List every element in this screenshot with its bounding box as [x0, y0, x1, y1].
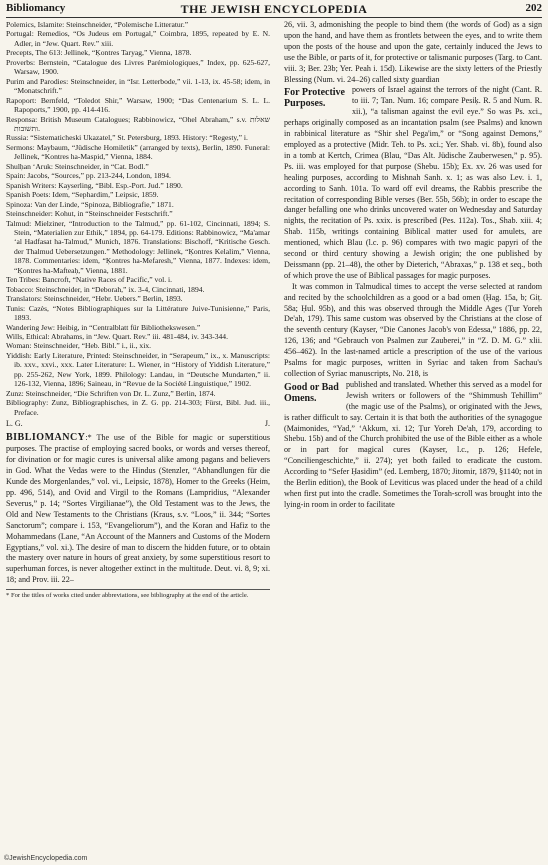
header-page-number: 202 — [525, 2, 542, 14]
bibliography-entry: Wandering Jew: Heibig, in “Centralblatt für Bibliothekswesen.” — [6, 322, 201, 332]
bibliography-entry: Yiddish: Early Literature, Printed: Steinschneider, in “Serapeum,” ix., x. Manuscripts: ib. xxv., xxvi., xxx. Later Literature: L. Wiener, in “History of Yiddish Literature,” pp. 255-262, New York, 1899. Philology: Landau, in “Deutsche Mundarten,” ii. 126-132, Vienna, 1896; Saineau, in “Revue de la Société Linguistique,” 1902. — [6, 350, 270, 389]
signature-left: L. G. — [6, 419, 23, 429]
bibliography-entry: Tobacco: Steinschneider, in “Deborah,” ix. 3-4, Cincinnati, 1894. — [6, 284, 205, 294]
bibliography-entry: Wills, Ethical: Abrahams, in “Jew. Quart. Rev.” iii. 481-484, iv. 343-344. — [6, 331, 228, 341]
footnote: * For the titles of works cited under abbreviations, see bibliography at the end of the article. — [6, 589, 270, 600]
paragraph-protective: powers of Israel against the terrors of the night (Cant. R. to iii. 7; Tan. Num. 16; compare Pesiḳ. R. 5 and Num. R. xii.), “a talisman against the evil eye.” So was Ps. xci., perhaps originally composed as an incantation psalm (see Psalms) and known in rabbinical literature as “Shir shel Pega'im,” or “Song against Demons,” employed as a protective (Midr. Teh. to Ps. xci.; Yer. Shab. vi. 8b), found also in a tomb at Kertch, Crimea (Blau, “Das Alt. Jüdische Zauberwesen,” p. 95). Ps. iii. was employed for that purpose (Shebu. 15b); Ex. xv. 26 was used for healing purposes, according to Mishnah Sanh. x. 1; as was also Lev. i. 1, according to Sanh. 101a. To ward off evil dreams, the Rabbis prescribe the recitation of corresponding Bible verses (Ber. 55b, 56b); in order to escape the danger befalling one who drinks uncovered water on Wednesday and Saturday nights, the recitation of Ps. xxix. is prescribed (Pes. 112a). Tos., Shab. xiii. 4; Shab. 115b, writings containing Biblical matter used for amulets, are mentioned, which Blau (l.c. p. 96) compares with two magic papyri of the second or third century showing a Jewish origin; the one published by Deissmann (pp. 21–48), the other by Dieterich, “Abraxas,” p. 138 et seq., both of which prove the use of Biblical passages for magic purposes. — [284, 85, 542, 280]
bibliography-entry: Zunz: Steinschneider, “Die Schriften von Dr. L. Zunz,” Berlin, 1874. — [6, 388, 216, 398]
left-column — [6, 20, 270, 848]
page-header — [6, 2, 542, 16]
bibliography-entry: Ten Tribes: Bancroft, “Native Races of Pacific,” vol. i. — [6, 275, 173, 285]
bibliography-entry: Spanish Poets: Idem, “Sephardim,” Leipsic, 1859. — [6, 190, 159, 200]
bibliography-entry: Responsa: British Museum Catalogues; Rabbinowicz, “Ohel Abraham,” s.v. שאלות ותשובות. — [6, 114, 270, 133]
bibliography-entry: Spain: Jacobs, “Sources,” pp. 213-244, London, 1894. — [6, 171, 171, 181]
bibliography-entry: Spinoza: Van der Linde, “Spinoza, Bibliografie,” 1871. — [6, 199, 174, 209]
footer-copyright[interactable]: ©JewishEncyclopedia.com — [4, 855, 88, 862]
bibliography-entry: Portugal: Remedios, “Os Judeus em Portugal,” Coimbra, 1895, repeated by E. N. Adler, in “Jew. Quart. Rev.” xiii. — [6, 29, 270, 48]
bibliography-entry: Sermons: Maybaum, “Jüdische Homiletik” (arranged by texts), Berlin, 1890. Funeral: Jellinek, “Kontres ha-Maspid,” Vienna, 1884. — [6, 142, 270, 162]
bibliography-entry: Steinschneider: Kohut, in “Steinschneider Festschrift.” — [6, 209, 173, 219]
article-mark: :* — [85, 433, 92, 443]
sidenote-protective: For Protective Purposes. — [284, 87, 345, 110]
header-headword: Bibliomancy — [6, 2, 66, 14]
article-keyword: BIBLIOMANCY — [6, 432, 86, 444]
bibliography-entry: Polemics, Islamite: Steinschneider, “Polemische Litteratur.” — [6, 20, 189, 29]
bibliography-entry: Spanish Writers: Kayserling, “Bibl. Esp.-Port. Jud.” 1890. — [6, 180, 183, 190]
bibliography-line: Bibliography: Zunz, Bibliographisches, in Z. G. pp. 214-303; Fürst, Bibl. Jud. iii., Preface. — [6, 398, 270, 417]
article-text: The use of the Bible for magic or superstitious purposes. The practise of employing sacred books, or words and verses thereof, for divination or for magic cures is universal alike among pagans and believers in God. What the Vedas were to the Hindus (Stenzler, “Abhandlungen für die Kunde des Morgenlandes,” vol. vi., Leipsic, 1878), Homer to the Greeks (Heim, pp. 496, 514), and Ovid and Virgil to the Romans (Lampridius, “Alexander Severus,” p. 14; “Sortes Virgilianae”), the Old Testament was to the Jews, the Old and New Testaments to the Christians (Kraus, s.v. “Loos,” ii. 344; “Sortes Sanctorum”; compare i. 153, “Evangeliorum”), and the Koran and Hafiz to the Mohammedans (Lane, “An Account of the Manners and Customs of the Modern Egyptians,” vol. xi.). The desire of man to discern the hidden future, or to obtain the mastery over nature in hours of great anxiety, by some superstitious resort to superhuman forces, is never altogether extinct in the multitude. Deut. vi. 8, 9; xi. 18; and Prov. iii. 22– — [6, 433, 270, 585]
sidenote-omens: Good or Bad Omens. — [284, 381, 339, 404]
bibliography-entry: Precepts, The 613: Jellinek, “Ḳontres Taryag,” Vienna, 1878. — [6, 48, 192, 58]
paragraph-omens: It was common in Talmudical times to accept the verse selected at random and recited by the schoolchildren as a good or a bad omen (Ḥag. 15a, b; Giṭ. 58a; Ḥul. 95b), and this was observed through the Middle Ages (Ṭur Yoreh De'ah, 179). This same custom was observed by the Christians at the close of the seventh century (Kayser, “Die Canones Jacob's von Edessa,” 1886, pp. 22, 126, 136; and “Gebrauch von Psalmen zur Zauberei,” in “Z. D. M. G.” xlii. 456–462). In the last-named article a prescription of the use of the various Psalms for magic purposes, written in Syriac and taken from Sachau's collection of Syriac manuscripts, No. 218, is — [284, 281, 542, 378]
bibliography-entry: Translators: Steinschneider, “Hebr. Uebers.” Berlin, 1893. — [6, 294, 183, 304]
bibliography-entry: Talmud: Mielziner, “Introduction to the Talmud,” pp. 61-102, Cincinnati, 1894; S. Stein, “Materialien zur Ethik,” 1894, pp. 64-179. Editions: Rabbinowicz, “Ma'amar ‘al Hadfasat ha-Talmud,” Munich, 1876. Translations: Bischoff, “Kritische Gesch. der Thalmud Uebersetzungen.” Methodology: Jellinek, “Ḳontres Kelalim,” Vienna, 1878. Commentaries: idem, “Ḳontres ha-Mefaresh,” Vienna, 1877. Indexes: idem, “Ḳontres ha-Mafteaḥ,” Vienna, 1881. — [6, 218, 270, 275]
header-title: THE JEWISH ENCYCLOPEDIA — [180, 2, 368, 16]
bibliography-entry: Purim and Parodies: Steinschneider, in “Isr. Letterbode,” vii. 1-13, ix. 45-58; idem, in “Monatschrift.” — [6, 76, 270, 96]
article-body — [6, 433, 270, 586]
paragraph-continued: 26, vii. 3, admonishing the people to bind them (the words of God) as a sign upon the hand, and have them as frontlets between the eyes, and to write them upon the posts of the house and upon the gate, certainly induced the Jews to use the Bible, or parts of it, for protective or talismanic purposes (Targ. to Cant. viii. 3; Ber. 23b; Yer. Peah i. 15d). Likewise are the sixty letters of the Priestly Blessing (Num. vi. 24–26) called sixty guardian — [284, 20, 542, 84]
bibliography-entry: Shulḥan ‘Aruk: Steinschneider, in “Cat. Bodl.” — [6, 161, 149, 171]
bibliography-entries — [6, 20, 270, 398]
bibliography-entry: Proverbs: Bernstein, “Catalogue des Livres Parémiologiques,” Index, pp. 625-627, Warsaw, 1900. — [6, 57, 270, 77]
signature-right: J. — [264, 419, 270, 429]
bibliography-entry: Tunis: Cazès, “Notes Bibliographiques sur la Littérature Juive-Tunisienne,” Paris, 1893. — [6, 303, 270, 323]
right-column — [284, 20, 542, 848]
bibliography-entry: Rapoport: Bernfeld, “Toledot Shir,” Warsaw, 1900; “Das Centenarium S. L. L. Rapoports,” 1900, pp. 414-416. — [6, 95, 270, 115]
bibliography-entry: Russia: “Sistematicheski Ukazatel,” St. Petersburg, 1893. History: “Regesty,” i. — [6, 133, 248, 143]
paragraph-prohibition: published and translated. Whether this served as a model for Jewish writers or followers of the “Shimmush Tehillim” (the magic use of the Psalms), or originated with the Jews, is rather difficult to say. Certain it is that both the authorities of the synagogue (Maimonides, “Yad,” ‘Akkum, xi. 12; Ṭur Yoreh De'ah, 179, according to Shebu. 15b) and of the Church prohibited the use of the Bible either as a whole or in part for magical cures (Kayser, l.c., p. 126; Hefele, “Conciliengeschichte,” ii. 274); yet both failed to eradicate the custom. According to “Sefer Ḥasidim” (ed. Lemberg, 1870; Jitomir, 1879, §1140; not in the Berlin edition), the Book of Leviticus was placed under the head of a child when first put into the cradle. Sometimes the Torah-scroll was brought into the lying-in room in order to facilitate — [284, 379, 542, 509]
header-rule — [6, 17, 542, 18]
bibliography-entry: Woman: Steinschneider, “Heb. Bibl.” i., ii., xix. — [6, 341, 152, 351]
signatures — [6, 419, 270, 428]
